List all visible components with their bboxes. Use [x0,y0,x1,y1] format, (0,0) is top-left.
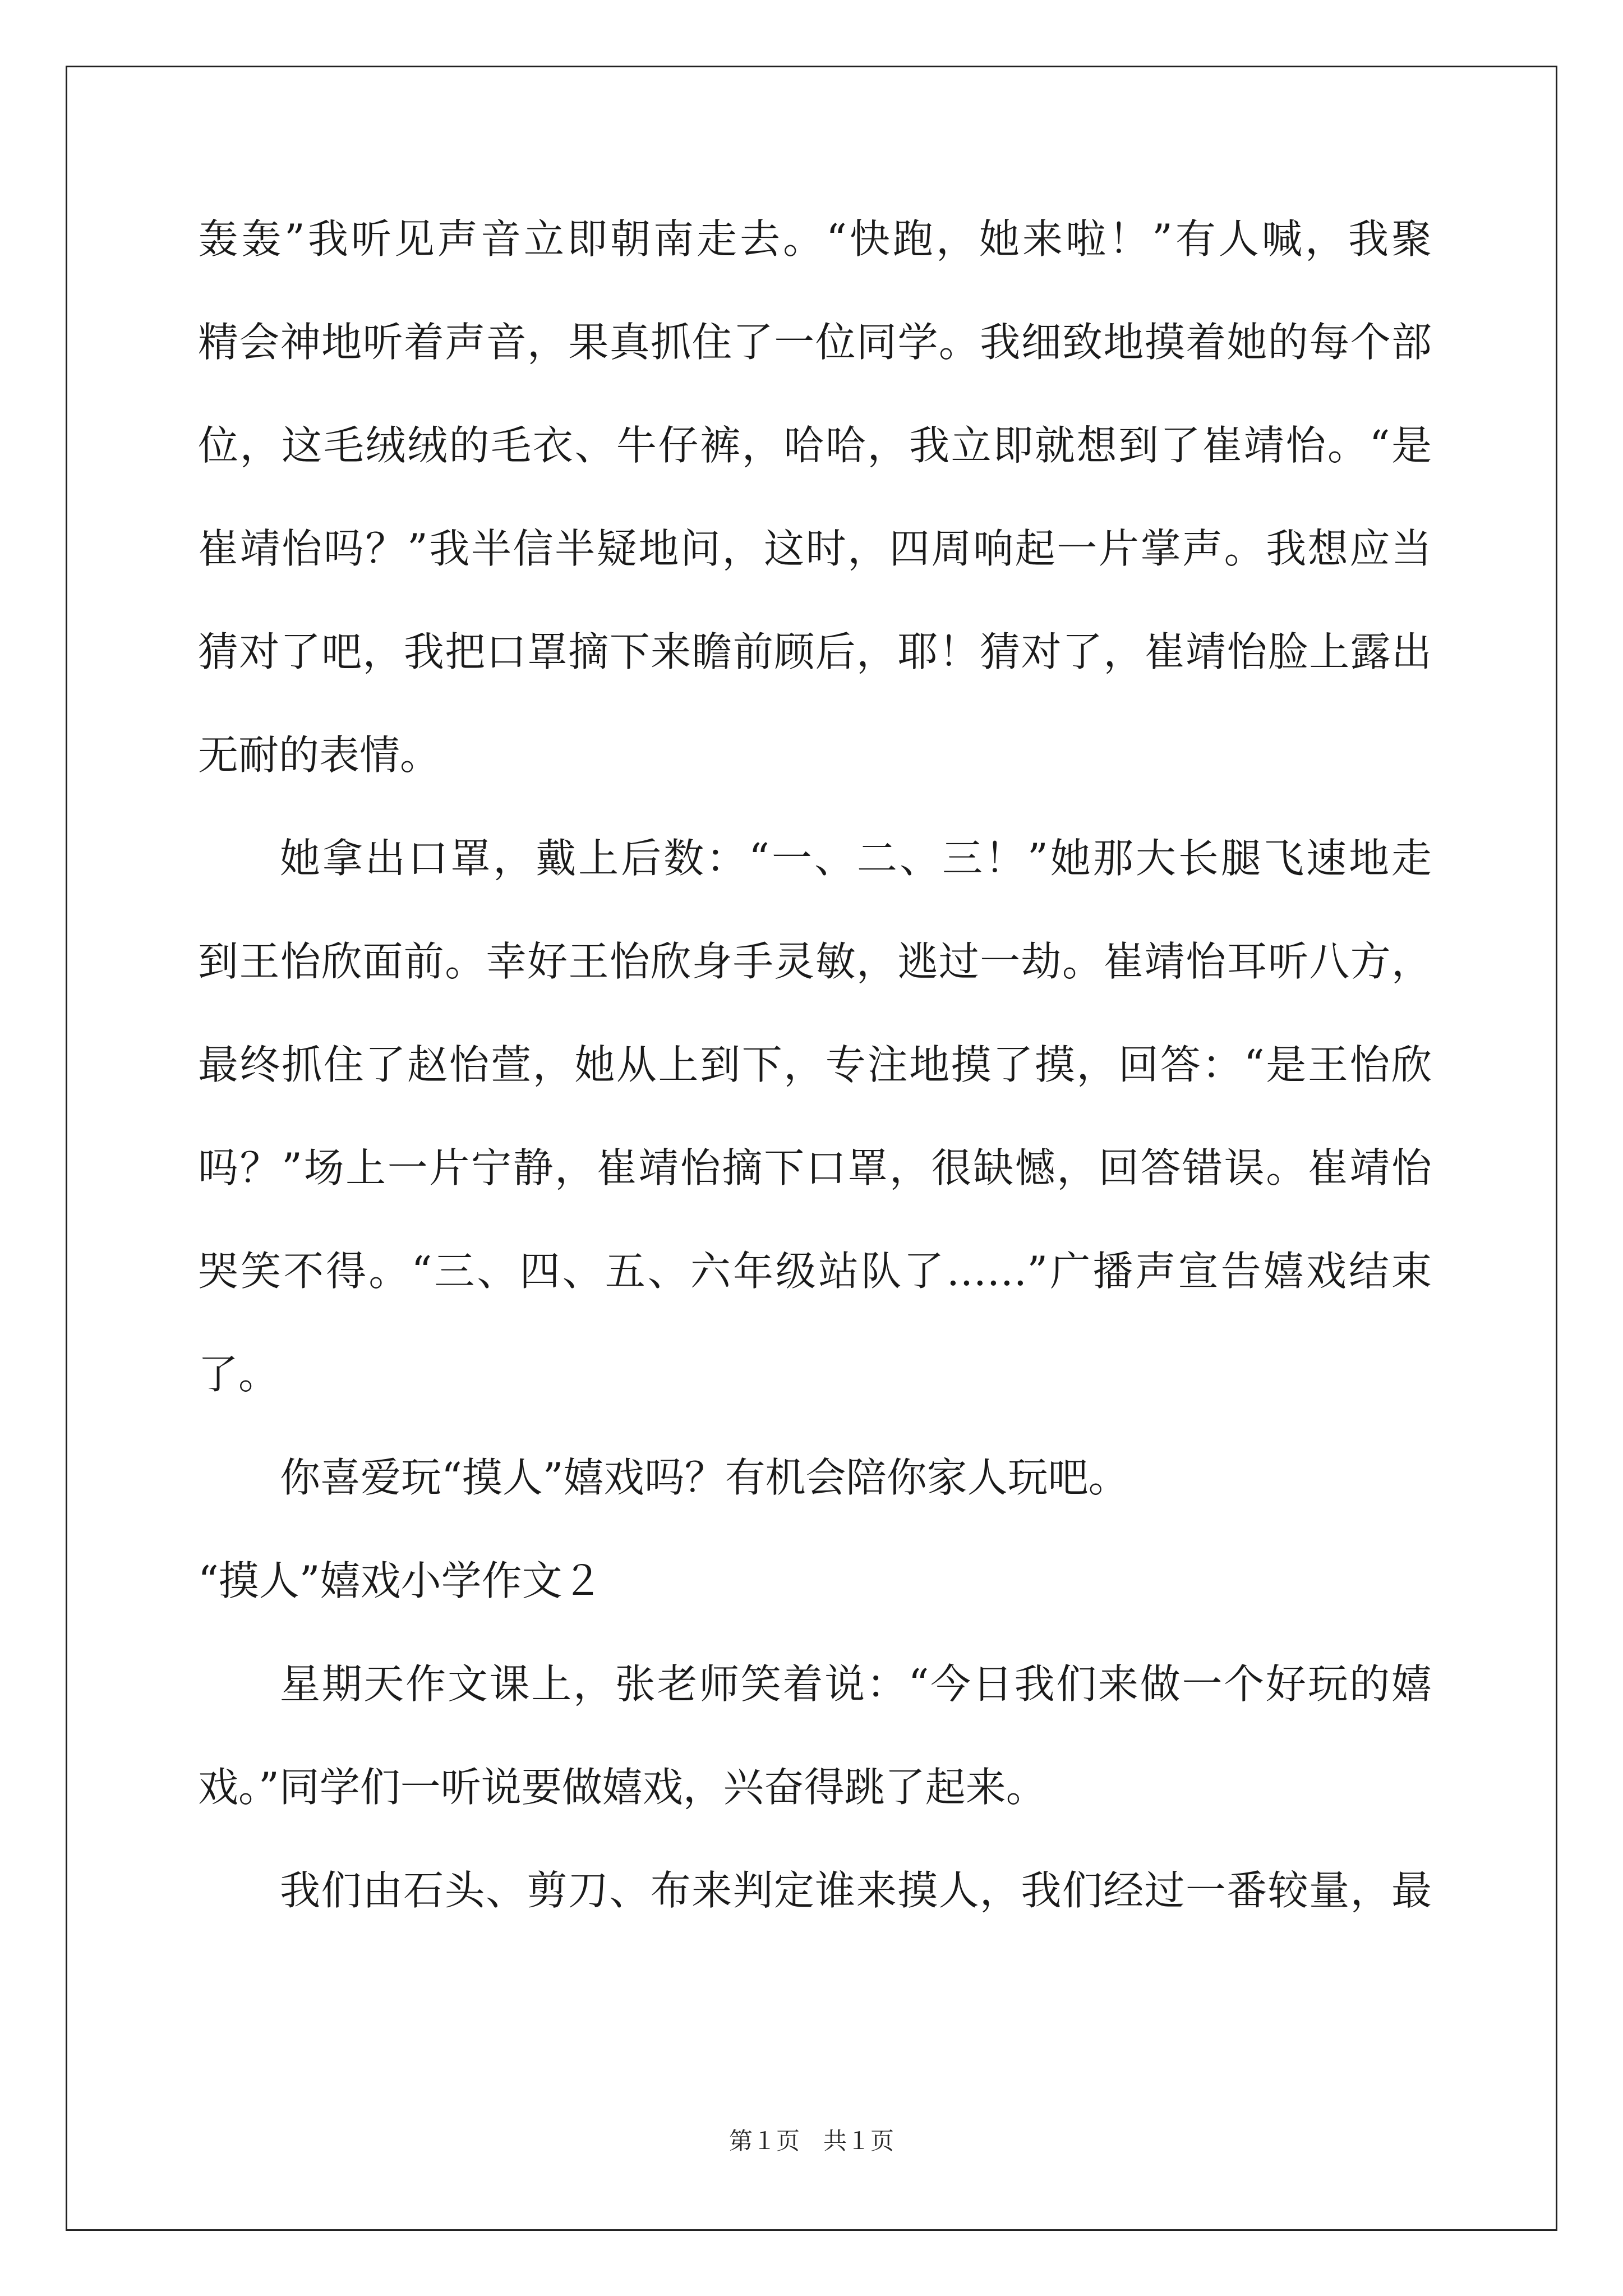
paragraph-start-line: 你喜爱玩“摸人”嬉戏吗？有机会陪你家人玩吧。 [280,1454,1129,1501]
text-line: 了。 [198,1351,279,1398]
text-line: 位，这毛绒绒的毛衣、牛仔裤，哈哈，我立即就想到了崔靖怡。“是 [198,422,1432,469]
paragraph-start-line: 我们由石头、剪刀、布来判定谁来摸人，我们经过一番较量，最 [280,1867,1432,1914]
text-line: 精会神地听着声音，果真抓住了一位同学。我细致地摸着她的每个部 [198,319,1432,366]
section-heading: “摸人”嬉戏小学作文２ [198,1557,603,1604]
document-body [198,215,1432,1973]
text-line: 猜对了吧，我把口罩摘下来瞻前顾后，耶！猜对了，崔靖怡脸上露出 [198,628,1432,675]
text-line: 崔靖怡吗？”我半信半疑地问，这时，四周响起一片掌声。我想应当 [198,525,1432,572]
text-line: 最终抓住了赵怡萱，她从上到下，专注地摸了摸，回答：“是王怡欣 [198,1041,1432,1088]
text-line: 戏。”同学们一听说要做嬉戏，兴奋得跳了起来。 [198,1764,1046,1811]
text-line: 到王怡欣面前。幸好王怡欣身手灵敏，逃过一劫。崔靖怡耳听八方， [198,938,1432,985]
text-line: 哭笑不得。“三、四、五、六年级站队了……”广播声宣告嬉戏结束 [198,1248,1432,1295]
text-line: 轰轰”我听见声音立即朝南走去。“快跑，她来啦！”有人喊，我聚 [198,215,1432,263]
page-footer: 第１页 共１页 [728,2127,894,2155]
paragraph-start-line: 星期天作文课上，张老师笑着说：“今日我们来做一个好玩的嬉 [280,1660,1432,1708]
text-line: 吗？”场上一片宁静，崔靖怡摘下口罩，很缺憾，回答错误。崔靖怡 [198,1144,1432,1191]
text-line: 无耐的表情。 [198,731,441,779]
paragraph-start-line: 她拿出口罩，戴上后数：“一、二、三！”她那大长腿飞速地走 [280,835,1432,882]
